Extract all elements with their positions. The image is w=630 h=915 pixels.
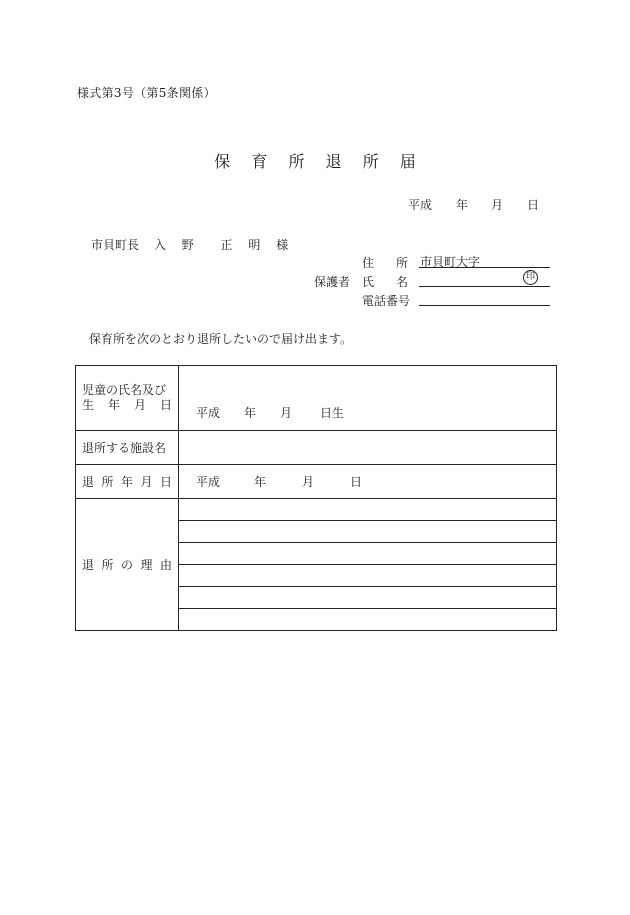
label-char: 所: [101, 475, 114, 489]
phone-label: 電話番号: [362, 294, 411, 308]
reason-line[interactable]: [179, 587, 557, 609]
addressee-office: 市貝町長: [91, 238, 140, 252]
seal-mark-icon: 印: [523, 270, 538, 285]
table-row: [76, 465, 557, 499]
birth-month-label: 月: [280, 406, 293, 420]
addressee-name-char: 正: [220, 238, 233, 252]
label-char: 生: [82, 398, 95, 412]
label-char: 理: [140, 558, 153, 572]
table-row: [76, 499, 557, 521]
address-label-char: 所: [396, 256, 409, 270]
withdraw-day-label: 日: [350, 475, 363, 489]
table-row: [76, 431, 557, 465]
date-day-label: 日: [527, 198, 540, 212]
withdraw-month-label: 月: [302, 475, 315, 489]
reason-line[interactable]: [179, 521, 557, 543]
address-label-char: 住: [362, 256, 375, 270]
label-char: 月: [133, 398, 146, 412]
label-char: 退: [82, 558, 95, 572]
date-year-label: 年: [456, 198, 469, 212]
label-char: 日: [159, 398, 172, 412]
statement-text: 保育所を次のとおり退所したいので届け出ます。: [89, 332, 353, 346]
addressee-honorific: 様: [276, 238, 289, 252]
facility-value-cell[interactable]: [179, 431, 557, 465]
address-value: 市貝町大字: [420, 255, 481, 269]
birth-era: 平成: [196, 406, 221, 420]
label-char: 退: [82, 475, 95, 489]
child-label-cell: [76, 366, 179, 431]
withdraw-year-label: 年: [254, 475, 267, 489]
label-char: 所: [101, 558, 114, 572]
reason-line[interactable]: [179, 565, 557, 587]
birth-day-label: 日生: [320, 406, 345, 420]
addressee-name-char: 明: [248, 238, 261, 252]
child-label-line1: 児童の氏名及び: [82, 383, 167, 397]
name-label-char: 名: [396, 275, 409, 289]
form-table: [75, 365, 557, 631]
table-row: [76, 366, 557, 431]
label-char: の: [120, 558, 133, 572]
withdraw-date: [179, 473, 556, 490]
addressee-name-char: 入: [153, 238, 166, 252]
form-number: 様式第3号（第5条関係）: [77, 86, 216, 100]
guardian-role-label: 保護者: [314, 275, 351, 289]
withdraw-label: [82, 473, 178, 490]
addressee: [91, 236, 288, 253]
reason-line[interactable]: [179, 543, 557, 565]
reason-label-cell: [76, 499, 179, 631]
child-label-line2: [82, 398, 178, 413]
facility-label-cell: 退所する施設名: [76, 431, 179, 465]
child-birth-date: [179, 404, 556, 421]
address-field[interactable]: [419, 253, 550, 268]
birth-year-label: 年: [244, 406, 257, 420]
date-era: 平成: [408, 198, 433, 212]
label-char: 由: [159, 558, 172, 572]
label-char: 年: [120, 475, 133, 489]
label-char: 年: [107, 398, 120, 412]
withdraw-value-cell[interactable]: [179, 465, 557, 499]
label-char: 月: [140, 475, 153, 489]
phone-field[interactable]: [419, 291, 550, 306]
name-label-char: 氏: [362, 275, 375, 289]
withdraw-label-cell: [76, 465, 179, 499]
label-char: 日: [159, 475, 172, 489]
child-value-cell[interactable]: [179, 366, 557, 431]
addressee-name-char: 野: [181, 238, 194, 252]
reason-line[interactable]: [179, 609, 557, 631]
reason-label: [82, 556, 178, 573]
date-month-label: 月: [491, 198, 504, 212]
withdraw-era: 平成: [196, 475, 221, 489]
document-title: 保 育 所 退 所 届: [214, 152, 424, 171]
reason-line[interactable]: [179, 499, 557, 521]
